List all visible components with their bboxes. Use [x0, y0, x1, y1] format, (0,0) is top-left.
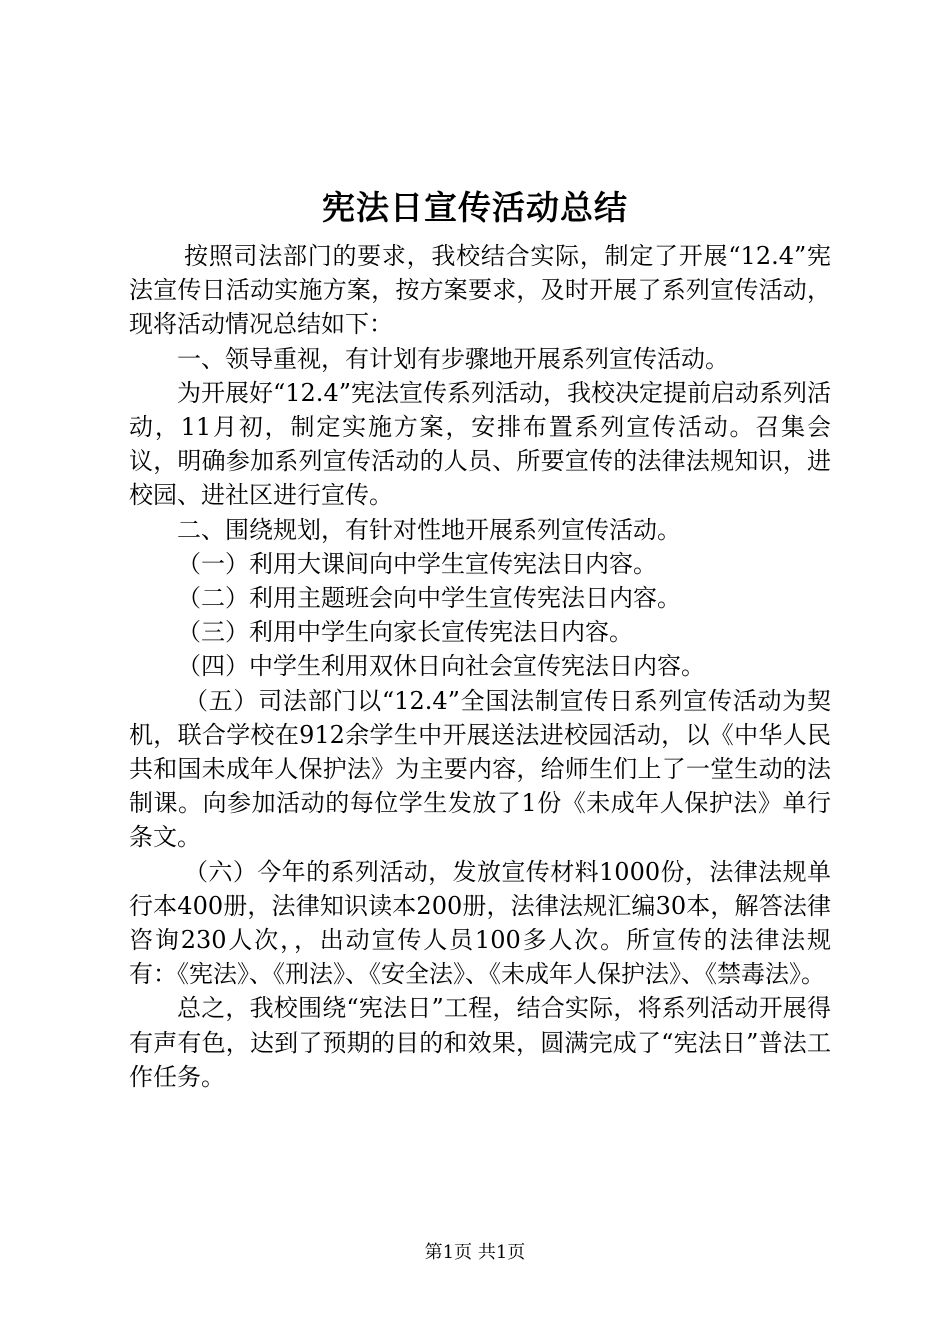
list-item-1: （一）利用大课间向中学生宣传宪法日内容。 — [177, 549, 657, 578]
page-number-footer: 第1页 共1页 — [424, 1242, 526, 1263]
list-item-6: （六）今年的系列活动，发放宣传材料1000份，法律法规单行本400册，法律知识读本200册，法律法规汇编30本，解答法律咨询230人次，，出动宣传人员100多人次。所宣传的法律法规有：《宪法》、《刑法》、《安全法》、《未成年人保护法》、《禁毒法》。 — [129, 857, 831, 989]
list-item-2: （二）利用主题班会向中学生宣传宪法日内容。 — [177, 584, 681, 613]
paragraph-conclusion: 总之，我校围绕“宪法日”工程，结合实际，将系列活动开展得有声有色，达到了预期的目的和效果，圆满完成了“宪法日”普法工作任务。 — [129, 994, 831, 1091]
paragraph-section-1: 为开展好“12.4”宪法宣传系列活动，我校决定提前启动系列活动，11月初，制定实施方案，安排布置系列宣传活动。召集会议，明确参加系列宣传活动的人员、所要宣传的法律法规知识，进校园、进社区进行宣传。 — [129, 378, 831, 510]
list-item-4: （四）中学生利用双休日向社会宣传宪法日内容。 — [177, 652, 705, 681]
list-item-3: （三）利用中学生向家长宣传宪法日内容。 — [177, 618, 633, 647]
section-heading-1: 一、领导重视，有计划有步骤地开展系列宣传活动。 — [177, 344, 729, 373]
paragraph-intro: 按照司法部门的要求，我校结合实际，制定了开展“12.4”宪法宣传日活动实施方案，按方案要求，及时开展了系列宣传活动，现将活动情况总结如下： — [129, 242, 831, 339]
document-title: 宪法日宣传活动总结 — [322, 188, 628, 227]
list-item-5: （五）司法部门以“12.4”全国法制宣传日系列宣传活动为契机，联合学校在912余学生中开展送法进校园活动，以《中华人民共和国未成年人保护法》为主要内容，给师生们上了一堂生动的法制课。向参加活动的每位学生发放了1份《未成年人保护法》单行条文。 — [129, 686, 831, 852]
section-heading-2: 二、围绕规划，有针对性地开展系列宣传活动。 — [177, 515, 681, 544]
document-body — [129, 239, 831, 1094]
